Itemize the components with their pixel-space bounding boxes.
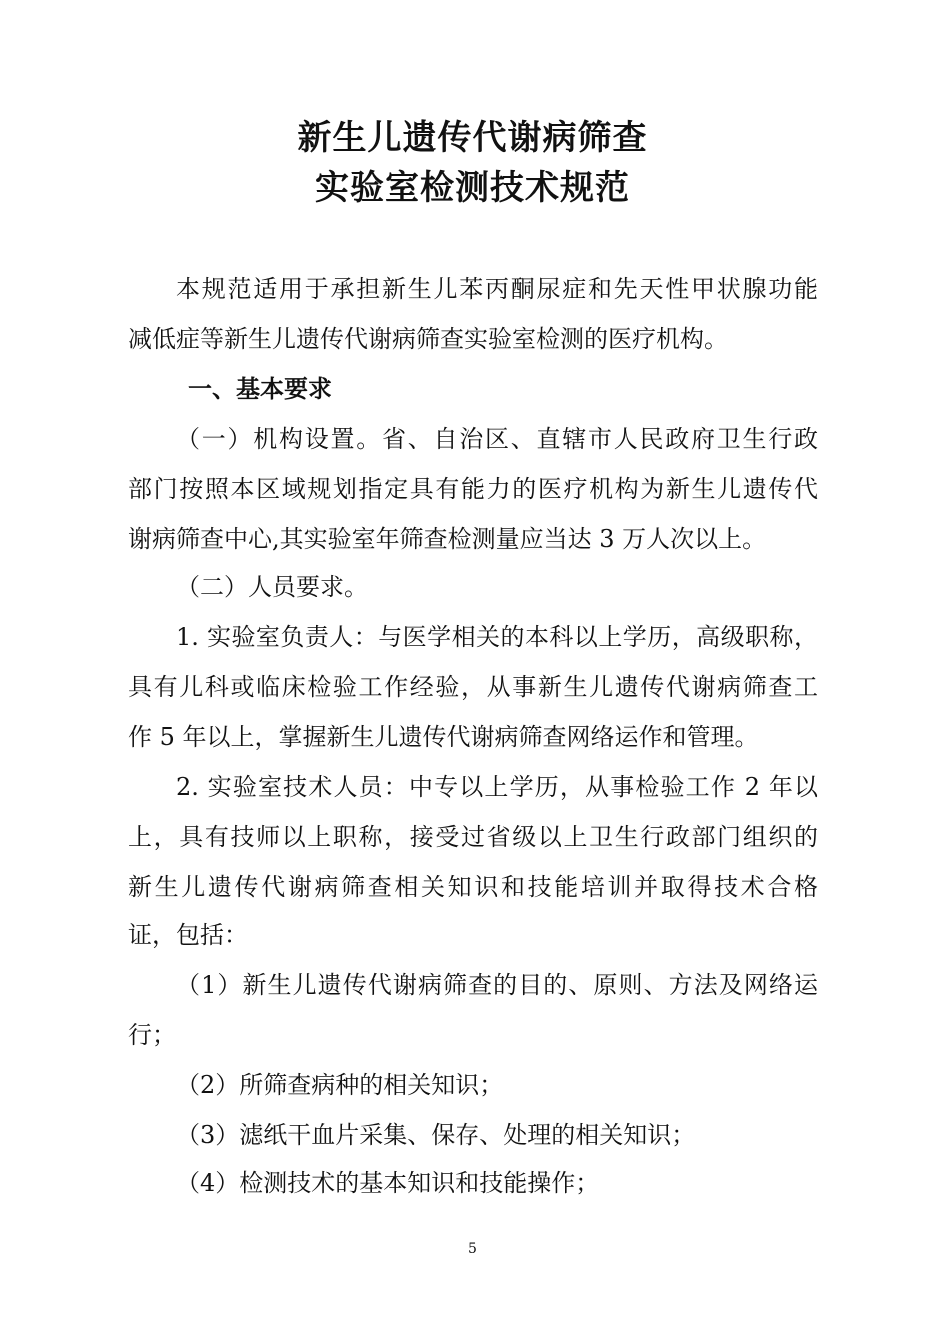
training-item-4: （4）检测技术的基本知识和技能操作； — [176, 1169, 600, 1197]
person-1-line-1: 1. 实验室负责人：与医学相关的本科以上学历，高级职称， — [176, 623, 818, 651]
item-1-line-2: 部门按照本区域规划指定具有能力的医疗机构为新生儿遗传代 — [128, 475, 818, 503]
training-item-3: （3）滤纸干血片采集、保存、处理的相关知识； — [176, 1121, 696, 1149]
document-title-line-1: 新生儿遗传代谢病筛查 — [297, 118, 648, 158]
document-title-line-2: 实验室检测技术规范 — [315, 168, 630, 208]
section-1-heading: 一、基本要求 — [188, 375, 332, 403]
training-item-1-line-1: （1）新生儿遗传代谢病筛查的目的、原则、方法及网络运 — [176, 971, 818, 999]
person-2-line-4: 证，包括： — [128, 921, 248, 949]
person-2-line-3: 新生儿遗传代谢病筛查相关知识和技能培训并取得技术合格 — [128, 873, 818, 901]
training-item-2: （2）所筛查病种的相关知识； — [176, 1071, 504, 1099]
intro-line-1: 本规范适用于承担新生儿苯丙酮尿症和先天性甲状腺功能 — [176, 275, 818, 303]
person-2-line-2: 上，具有技师以上职称，接受过省级以上卫生行政部门组织的 — [128, 823, 818, 851]
item-2-heading: （二）人员要求。 — [176, 573, 368, 601]
person-2-line-1: 2. 实验室技术人员：中专以上学历，从事检验工作 2 年以 — [176, 773, 818, 801]
person-1-line-3: 作 5 年以上，掌握新生儿遗传代谢病筛查网络运作和管理。 — [128, 723, 759, 751]
person-1-line-2: 具有儿科或临床检验工作经验，从事新生儿遗传代谢病筛查工 — [128, 673, 818, 701]
page-number: 5 — [468, 1241, 477, 1257]
intro-line-2: 减低症等新生儿遗传代谢病筛查实验室检测的医疗机构。 — [128, 325, 728, 353]
item-1-line-1: （一）机构设置。省、自治区、直辖市人民政府卫生行政 — [176, 425, 818, 453]
item-1-line-3: 谢病筛查中心,其实验室年筛查检测量应当达 3 万人次以上。 — [128, 525, 767, 553]
training-item-1-line-2: 行； — [128, 1021, 176, 1049]
